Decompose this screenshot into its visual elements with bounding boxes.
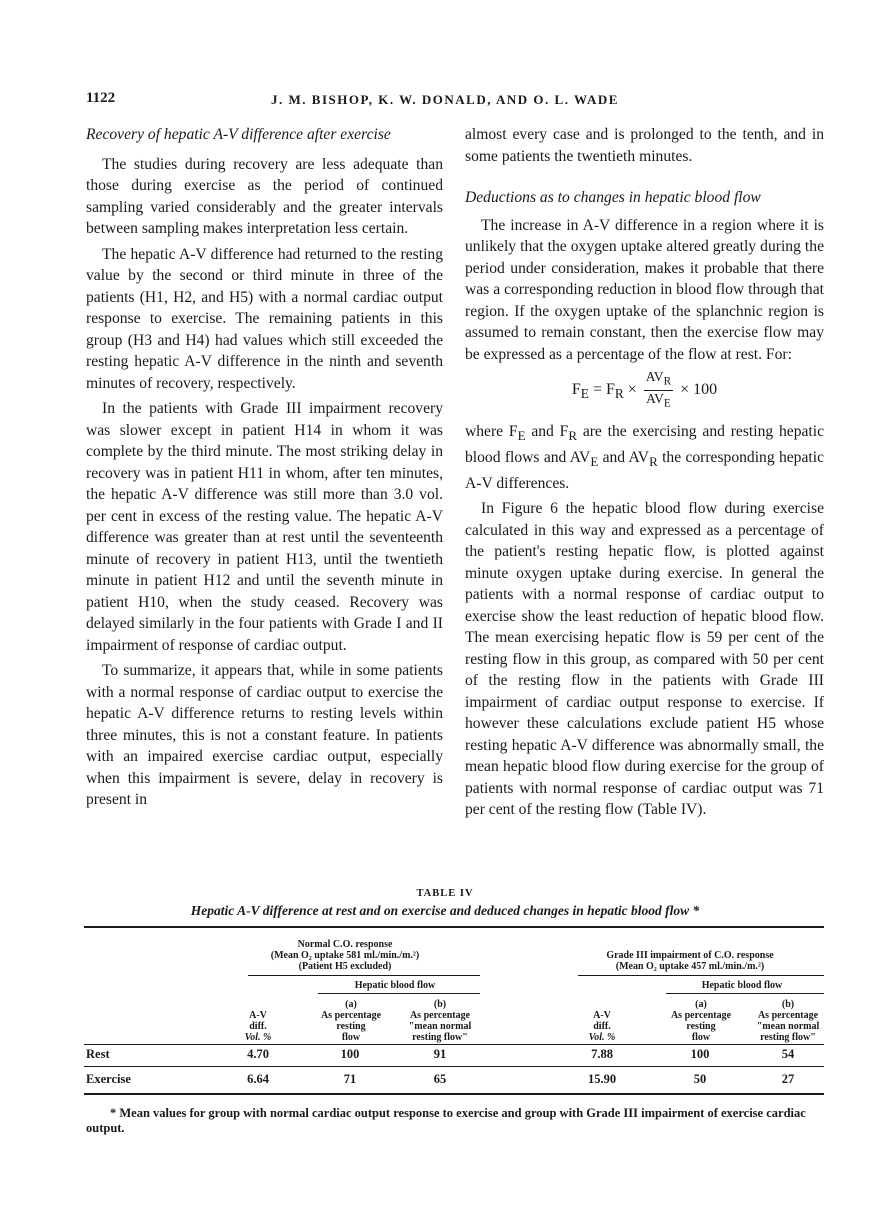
running-authors: J. M. BISHOP, K. W. DONALD, AND O. L. WADE [271, 92, 619, 107]
section-heading-recovery: Recovery of hepatic A-V difference after exercise [86, 126, 391, 143]
av-diff-col-2: A-V diff. Vol. % [588, 1010, 616, 1043]
pct-mean-normal-col-2: (b) As percentage "mean normal resting flow" [756, 999, 820, 1043]
table-row-rule [84, 1066, 824, 1067]
cell: 54 [781, 1047, 795, 1061]
section-heading-deductions: Deductions as to changes in hepatic blood flow [465, 189, 761, 206]
pct-resting-col-1: (a) As percentage resting flow [320, 999, 382, 1043]
cell: 15.90 [587, 1072, 617, 1086]
paragraph: where $F_E$ and $F_R$ are the exercising and resting hepatic blood flows and $AV_E$ and $AV_R$ the corresponding hepatic A-V differences. [465, 423, 824, 492]
table-title: Hepatic A-V difference at rest and on exercise and deduced changes in hepatic blood flow * [190, 903, 700, 918]
paragraph: To summarize, it appears that, while in some patients with a normal response of cardiac output to exercise the hepatic A-V difference returns to resting levels within three minutes, this is not a constant feature. In patients with an impaired exercise cardiac output, especially when this impairment is severe, delay in recovery is present in [86, 662, 443, 808]
paragraph: The hepatic A-V difference had returned to the resting value by the second or third minute in three of the patients (H1, H2, and H5) with a normal cardiac output response to exercise. The remaining patients in this group (H3 and H4) had values which still exceeded the resting hepatic A-V difference in the ninth and seventh minutes of recovery, respectively. [86, 245, 443, 392]
paragraph: In Figure 6 the hepatic blood flow during exercise calculated in this way and expressed as a percentage of the patient's resting hepatic flow, is plotted against minute oxygen uptake during exercise. In general the patients with a normal response of cardiac output to exercise show the least reduction of hepatic blood flow. The mean exercising hepatic flow is 59 per cent of the resting flow in this group, as compared with 50 per cent of the resting flow in the patients with Grade III impairment of cardiac output response to exercise. If however these calculations exclude patient H5 whose resting hepatic A-V difference was abnormally small, the mean hepatic blood flow during exercise for the group of patients with normal response of cardiac output was 71 per cent of the resting flow (Table IV). [465, 500, 824, 819]
paragraph: The studies during recovery are less adequate than those during exercise as the period of continued sampling varied considerably and the greater intervals between sampling makes interpretation less certain. [86, 155, 443, 237]
av-diff-col-1: A-V diff. Vol. % [244, 1010, 272, 1043]
cell: 71 [343, 1072, 357, 1086]
table-label: TABLE IV [416, 888, 474, 899]
table-top-rule [84, 926, 824, 928]
table-caption [0, 888, 890, 919]
formula-fraction: $\frac{AV_R}{AV_E}$ [645, 369, 672, 410]
table-bottom-rule [84, 1093, 824, 1095]
hepatic-flow-header-2: Hepatic blood flow [701, 980, 783, 991]
flow-formula: $F_E = F_R$ × $\frac{AV_R}{AV_E}$ × 100 [571, 369, 718, 410]
right-column [465, 124, 824, 821]
group1-rule [248, 975, 480, 976]
paragraph: In the patients with Grade III impairment recovery was slower except in patient H14 in whom it was complete by the third minute. The most striking delay in recovery was in patient H11 in whom, after ten minutes, the hepatic A-V difference was still more than 3.0 vol. per cent in excess of the resting value. The hepatic A-V difference was greater than at rest until the seventeenth minute of recovery in patient H13, until the twentieth minute in patient H12 and until the seventh minute in patient H10, when the study ceased. Recovery was delayed similarly in the four patients with Grade I and II impairment of response of cardiac output. [86, 400, 443, 654]
hbf-rule-1 [318, 993, 480, 994]
row-label: Exercise [86, 1072, 131, 1086]
cell: 65 [433, 1072, 447, 1086]
pct-mean-normal-col-1: (b) As percentage "mean normal resting flow" [408, 999, 472, 1043]
cell: 6.64 [247, 1072, 269, 1086]
cell: 7.88 [591, 1047, 613, 1061]
cell: 4.70 [247, 1047, 269, 1061]
cell: 100 [690, 1047, 710, 1061]
hbf-rule-2 [666, 993, 824, 994]
paragraph: The increase in A-V difference in a region where it is unlikely that the oxygen uptake altered greatly during the period under consideration, makes it probable that there was a corresponding reduction in blood flow through that region. If the oxygen uptake of the splanchnic region is assumed to remain constant, then the exercise flow may be expressed as a percentage of the flow at rest. For: [465, 216, 824, 363]
running-header [0, 90, 890, 110]
group2-rule [578, 975, 824, 976]
row-label: Rest [86, 1047, 110, 1061]
group1-header: Normal C.O. response (Mean O₂ uptake 581 ml./min./m.²) (Patient H5 excluded) [270, 939, 420, 972]
cell: 27 [781, 1072, 795, 1086]
group2-header: Grade III impairment of C.O. response (Mean O₂ uptake 457 ml./min./m.²) [606, 950, 774, 972]
cell: 100 [340, 1047, 360, 1061]
left-column [86, 124, 443, 811]
cell: 91 [433, 1047, 447, 1061]
table-header-rule [84, 1044, 824, 1045]
cell: 50 [693, 1072, 707, 1086]
pct-resting-col-2: (a) As percentage resting flow [670, 999, 732, 1043]
table-footnote: * Mean values for group with normal cardiac output response to exercise and group with Grade III impairment of exercise cardiac output. [86, 1106, 806, 1135]
paragraph-continuation: almost every case and is prolonged to the tenth, and in some patients the twentieth minutes. [465, 126, 824, 165]
page-number: 1122 [86, 90, 116, 106]
hepatic-flow-header-1: Hepatic blood flow [354, 980, 436, 991]
